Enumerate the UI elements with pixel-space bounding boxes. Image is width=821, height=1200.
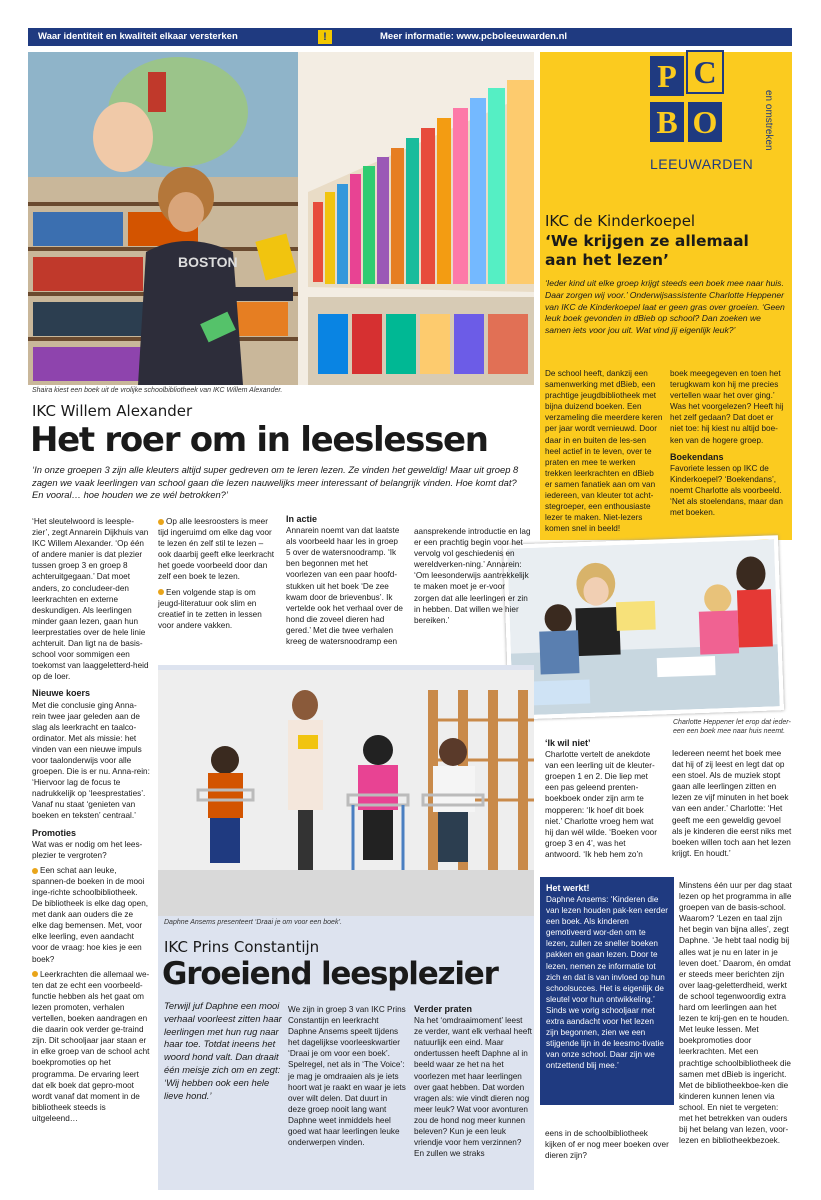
het-werkt-box xyxy=(540,877,674,1105)
willem-col-1 xyxy=(32,516,150,1124)
willem-col-2 xyxy=(158,516,278,631)
paragraph: Iedereen neemt het boek mee dat hij of zij leest en legt dat op een stoel. Als de muziek stopt gaan alle leerlingen zitten en lezen ze vijf minuten in het boek van een ander.’ Charlotte: ‘Het geeft me een geweldig gevoel als je kinderen die eerst niks met boeken willen toch aan het lezen krijgt. En houdt.’ xyxy=(672,749,792,858)
paragraph: De school heeft, dankzij een samenwerking met dBieb, een prachtige jeugdbibliotheek met bijna duizend boeken. Een verzameling die meerdere keren per jaar wordt vernieuwd. Door daar in en buiten de les-sen heel actief in te leven, over te praten en mee te werken trekken leerkrachten en dBieb er samen fanatiek aan om van iedereen, van kleuter tot acht-stegroeper, een enthousiaste lezer te maken. Niet-lezers komen snel in beeld! xyxy=(545,369,663,534)
prins-col-3 xyxy=(545,1128,669,1161)
subheading: Boekendans xyxy=(670,451,724,462)
logo-side: en omstreken xyxy=(763,90,774,151)
photo-caption: Charlotte Heppener let erop dat ieder- een een boek mee naar huis neemt. xyxy=(673,719,791,735)
het-werkt-body: Daphne Ansems: ‘Kinderen die van lezen houden pak-ken eerder een boek. Als kinderen gemotiveerd wor-den om te lezen, zullen ze sneller boeken pakken en gaan lezen. Door te lezen, nemen ze informatie tot zich en dat is van invloed op hun schoolsucces. Het is eigenlijk de sleutel voor hun ontwikkeling.’ Sinds we vorig schooljaar met extra aandacht voor het lezen zijn begonnen, zien we een stijgende lijn in de leesmo-tivatie van onze school. Daar zijn we ontzettend blij mee.’ xyxy=(546,895,668,1071)
prins-col-2 xyxy=(414,1004,532,1159)
bullet-icon xyxy=(32,971,38,977)
kinderkoepel-col-d xyxy=(672,748,792,859)
paragraph: Na het ‘omdraaimoment’ leest ze verder, want elk verhaal heeft natuurlijk een eind. Maar ondertussen heeft Daphne al in beeld waar ze het na het voorlezen met haar leerlingen over gaat hebben. Dat worden vragen als: wie vindt dieren nog meer leuk? Wat voor avonturen zou de hond nog meer kunnen beleven? Kun je een leuk vriendje voor hem verzinnen? En zullen we straks xyxy=(414,1016,532,1159)
paragraph: Leerkrachten die allemaal we-ten dat ze echt een voorbeeld-functie hebben als het gaat om lezen promoten, verhalen vertellen, boeken aandragen en die daarin ook verder ge-traind zijn. Dit schooljaar jaar staan er in elke groep van de school acht boekpromoties op het programma. De ervaring leert dat elk boek dat gepro-moot wordt vanaf dat moment in de bibliotheek steeds is uitgeleend… xyxy=(32,969,150,1123)
paragraph: ‘Het sleutelwoord is leesple-zier’, zegt Annarein Dijkhuis van IKC Willem Alexander. ‘Op één of andere manier is dat plezier tussen groep 3 en groep 8 achteruitgegaan.’ Dat moet anders, zo concludeer-den leerkrachten en externe deskundigen. Als leerlingen minder gaan lezen, gaan hun leerprestaties over de hele linie achteruit. Dan ligt na de basis-school voor sommigen een toekomst van laaggeletterd-heid op de loer. xyxy=(32,517,149,682)
paragraph: Een schat aan leuke, spannen-de boeken in de mooi inge-richte schoolbibliotheek. De bibliotheek is elke dag open, met dank aan ouders die ze elke dag bemensen. Met, voor elke leerling, even aandacht voor de vraag: hoe kies je een boek? xyxy=(32,865,149,964)
paragraph: Favoriete lessen op IKC de Kinderkoepel? ‘Boekendans’, noemt Charlotte als voorbeeld. ‘Net als stoelendans, maar dan met boeken. xyxy=(670,463,783,518)
kinderkoepel-headline: ‘We krijgen ze allemaal aan het lezen’ xyxy=(545,232,749,269)
paragraph: Minstens één uur per dag staat lezen op het programma in alle groepen van de basis-school. Waarom? ‘Lezen en taal zijn het begin van bijna alles’, zegt Daphne. ‘Je hebt taal nodig bij alles wat je nu en later in je leven doet.’ Daarom, én omdat er steeds meer berichten zijn over laag-geletterdheid, werkt de school tegenwoordig extra hard om leerlingen aan het lezen te krij-gen en te houden. Met leuke lessen. Met boekpromoties door leerkrachten. Met een prachtige schoolbibliotheek die samen met dBieb is ingericht. Met de bibliotheekboe-ken die kinderen kunnen lenen via school. En niet te vergeten: met het betrekken van ouders bij het belang van lezen, voor-lezen en bibliotheekbezoek. xyxy=(679,881,792,1146)
willem-intro: ‘In onze groepen 3 zijn alle kleuters altijd super gedreven om te leren lezen. Ze vinden het geweldig! Maar uit groep 8 zagen we vaak leerlingen van school gaan die lezen nauwelijks meer interessant of belangrijk vinden. Hoe komt dat? En vooral… hoe houden we ze wél betrokken?’ xyxy=(32,464,519,500)
logo-letter: B xyxy=(650,102,684,142)
logo-letter: O xyxy=(688,102,722,142)
prins-kicker: IKC Prins Constantijn xyxy=(164,938,320,956)
bullet-icon xyxy=(158,519,164,525)
exclamation-icon: ! xyxy=(318,30,332,44)
paragraph: Annarein noemt van dat laatste als voorbeeld haar les in groep 5 over de watersnoodramp. ‘Ik ben begonnen met het voorlezen van een paar hoofd-stukken uit het boek ‘De zee kwam door de brievenbus’. Ik vertelde ook het verhaal over de hond die zoveel dieren had gered.’ Met die twee verhalen kreeg de watersnoodramp een xyxy=(286,526,403,647)
prins-col-1 xyxy=(288,1004,406,1148)
classroom-photo xyxy=(158,670,534,916)
paragraph: aansprekende introductie en lag er een prachtig begin voor het vervolg vol geschiedenis en wereldverken-ning.’ Annarein: ‘Om leesonderwijs aantrekkelijk te maken moet je er-voor zorgen dat alle leerlingen er zin in hebben. Dat willen we hier bereiken.’ xyxy=(414,527,531,625)
paragraph: Een volgende stap is om jeugd-literatuur ook slim en creatief in te zetten in lessen voor andere vakken. xyxy=(158,587,262,630)
paragraph: Op alle leesroosters is meer tijd ingeruimd om elke dag voor te lezen én zelf stil te lezen – ook daarbij geeft elke leerkracht het goede voorbeeld door dan zelf een boek te lezen. xyxy=(158,517,275,582)
photo-caption: Shaira kiest een boek uit de vrolijke schoolbibliotheek van IKC Willem Alexander. xyxy=(32,387,283,394)
reading-group-photo xyxy=(503,535,784,719)
tagline: Waar identiteit en kwaliteit elkaar versterken xyxy=(38,31,238,42)
pcbo-logo xyxy=(650,52,774,177)
het-werkt-title: Het werkt! xyxy=(546,883,590,893)
paragraph: eens in de schoolbibliotheek kijken of er nog meer boeken over dieren zijn? xyxy=(545,1129,669,1161)
subheading: Verder praten xyxy=(414,1004,473,1014)
subheading: ‘Ik wil niet’ xyxy=(545,738,591,748)
prins-intro: Terwijl juf Daphne een mooi verhaal voorleest zitten haar leerlingen met hun rug naar haar toe. Totdat ineens het woord hond valt. Dan draait één meisje zich om en zegt: ‘Wij hebben ook een hele lieve hond.’ xyxy=(164,1000,282,1101)
prins-headline: Groeiend leesplezier xyxy=(162,956,498,992)
kinderkoepel-col-a xyxy=(545,368,663,534)
willem-col-4 xyxy=(414,526,532,626)
kinderkoepel-col-b xyxy=(670,368,788,518)
subheading: Nieuwe koers xyxy=(32,688,91,699)
logo-city: LEEUWARDEN xyxy=(650,156,754,172)
logo-letter: C xyxy=(688,52,722,92)
paragraph: boek meegegeven en toen het terugkwam kon hij me precies vertellen waar het over ging.’ Was het voorgelezen? Heeft hij het zelf gedaan? Dat doet er niet toe: hij kiest nu altijd boe-ken van de hogere groep. xyxy=(670,369,784,445)
bullet-icon xyxy=(32,868,38,874)
willem-headline: Het roer om in leeslessen xyxy=(30,420,488,460)
paragraph: Wat was er nodig om het lees-plezier te vergroten? xyxy=(32,839,143,860)
top-banner xyxy=(28,28,792,46)
paragraph: Charlotte vertelt de anekdote van een leerling uit de kleuter-groepen 1 en 2. Die liep met een pas geleend prenten-boekboek onder zijn arm te mopperen: ‘Ik hoef dit boek niet.’ Charlotte vroeg hem wat hij dan wél wilde. ‘Boeken voor groep 3 en 4’, was het antwoord. ‘Ik heb hem zo’n xyxy=(545,750,657,859)
subheading: Promoties xyxy=(32,827,77,838)
photo-caption: Daphne Ansems presenteert ‘Draai je om voor een boek’. xyxy=(164,919,342,926)
kinderkoepel-kicker: IKC de Kinderkoepel xyxy=(545,212,696,230)
library-photo xyxy=(28,52,534,385)
kinderkoepel-intro: ‘Ieder kind uit elke groep krijgt steeds een boek mee naar huis. Daar zorgen wij voor.’ Onderwijsassistente Charlotte Heppener van IKC de Kinderkoepel laat er geen gras over groeien. ‘Geen leuk boek gevonden in dBieb op school? Dan zoeken we samen iets voor jou uit. Wat vind jij eigenlijk leuk?’ xyxy=(545,278,785,336)
subheading: In actie xyxy=(286,514,318,524)
svg-text:BOSTON: BOSTON xyxy=(178,254,238,270)
logo-letter: P xyxy=(650,56,684,96)
paragraph: We zijn in groep 3 van IKC Prins Constantijn en leerkracht Daphne Ansems speelt tijdens het dagelijkse voorleeskwartier ‘Draai je om voor een boek’. Spelregel, net als in ‘The Voice’: je mag je omdraaien als je iets hoort wat je raakt en waar je iets over wilt delen. Dat duurt in deze groep nooit lang want Daphne weet inmiddels heel goed wat haar leerlingen leuke onderwerpen vinden. xyxy=(288,1005,406,1148)
bullet-icon xyxy=(158,589,164,595)
kinderkoepel-col-c xyxy=(545,738,663,860)
willem-col-3 xyxy=(286,514,404,647)
prins-col-4 xyxy=(679,880,794,1146)
paragraph: Met die conclusie ging Anna-rein twee jaar geleden aan de slag als leerkracht en taalco-ordinator. Met als missie: het vinden van een nieuwe impuls voor taalonderwijs voor alle groepen. Die is er nu. Anna-rein: ‘Hiervoor lag de focus te nadrukkelijk op ‘leesprestaties’. Vanaf nu staat ‘genieten van boeken en teksten’ centraal.’ xyxy=(32,700,150,821)
info-link[interactable]: Meer informatie: www.pcboleeuwarden.nl xyxy=(380,31,568,42)
willem-kicker: IKC Willem Alexander xyxy=(32,402,193,420)
